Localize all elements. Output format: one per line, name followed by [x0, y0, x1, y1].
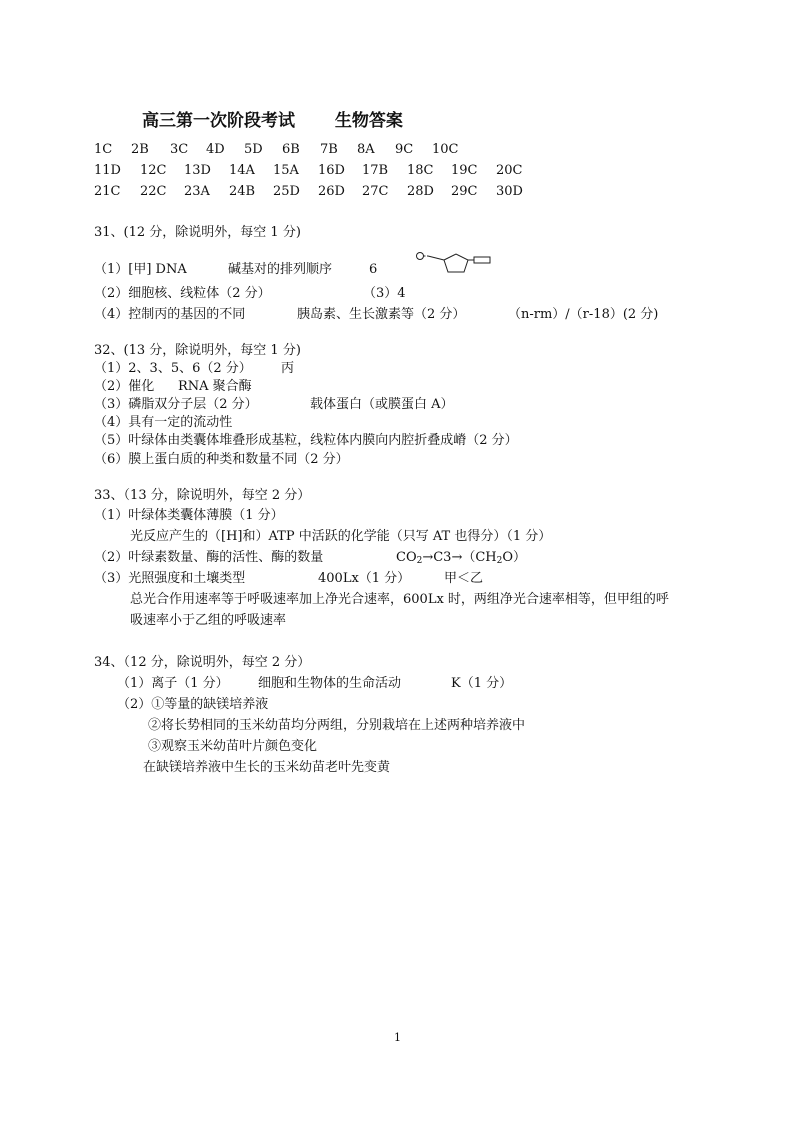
q31-line2-b: （3）4: [363, 286, 406, 301]
answer-cell: 7B: [320, 142, 338, 157]
q33-line1: （1）叶绿体类囊体薄膜（1 分）: [94, 508, 284, 523]
answer-cell: 6B: [282, 142, 300, 157]
q33-line6: 吸速率小于乙组的呼吸速率: [130, 613, 287, 628]
answer-cell: 2B: [131, 142, 149, 157]
q33-line4-b: 400Lx（1 分）: [318, 571, 411, 586]
q31-line3-c: （n-rm）/（r-18）(2 分): [508, 307, 659, 322]
answer-cell: 5D: [244, 142, 263, 157]
formula-co: CO: [396, 550, 417, 565]
answer-cell: 27C: [362, 184, 389, 199]
q31-line1-a: （1）[甲] DNA: [94, 262, 187, 277]
q34-line4: ③观察玉米幼苗叶片颜色变化: [148, 739, 318, 754]
answer-cell: 19C: [451, 163, 478, 178]
q34-line1-b: 细胞和生物体的生命活动: [258, 676, 402, 691]
answer-cell: 1C: [94, 142, 113, 157]
answer-cell: 28D: [407, 184, 434, 199]
q34-line3: ②将长势相同的玉米幼苗均分两组，分别栽培在上述两种培养液中: [148, 718, 526, 733]
answer-cell: 25D: [273, 184, 300, 199]
q32-line3-a: （3）磷脂双分子层（2 分）: [94, 397, 258, 412]
answer-cell: 30D: [496, 184, 523, 199]
q32-line2-a: （2）催化: [94, 379, 155, 394]
q31-line3-a: （4）控制丙的基因的不同: [94, 307, 246, 322]
q32-line4: （4）具有一定的流动性: [94, 415, 233, 430]
answer-cell: 4D: [206, 142, 225, 157]
answer-cell: 15A: [273, 163, 299, 178]
answer-cell: 18C: [407, 163, 434, 178]
q31-heading: 31、(12 分，除说明外，每空 1 分): [94, 225, 301, 240]
page-number: 1: [394, 1031, 401, 1044]
formula-mid: →C3→（CH: [422, 550, 497, 565]
q34-line1-c: K（1 分）: [451, 676, 513, 691]
answer-cell: 24B: [229, 184, 256, 199]
answer-cell: 16D: [318, 163, 345, 178]
q33-line2: 光反应产生的（[H]和）ATP 中活跃的化学能（只写 AT 也得分）（1 分）: [130, 529, 552, 544]
q33-line3-a: （2）叶绿素数量、酶的活性、酶的数量: [94, 550, 324, 565]
formula-sub: 2: [496, 556, 503, 566]
q33-line4-c: 甲＜乙: [444, 571, 484, 586]
answer-cell: 26D: [318, 184, 345, 199]
answer-cell: 12C: [140, 163, 167, 178]
q31-line1-c: 6: [369, 262, 378, 277]
q31-line2-a: （2）细胞核、线粒体（2 分）: [94, 286, 271, 301]
answer-cell: 13D: [184, 163, 211, 178]
q34-line1-a: （1）离子（1 分）: [117, 676, 229, 691]
answer-cell: 20C: [496, 163, 523, 178]
title-main: 高三第一次阶段考试: [142, 111, 295, 131]
q31-line3-b: 胰岛素、生长激素等（2 分）: [297, 307, 466, 322]
q32-line6: （6）膜上蛋白质的种类和数量不同（2 分）: [94, 452, 349, 467]
q33-heading: 33、（13 分，除说明外，每空 2 分）: [94, 488, 311, 503]
q32-heading: 32、(13 分，除说明外，每空 1 分): [94, 343, 301, 358]
q32-line3-b: 载体蛋白（或膜蛋白 A）: [310, 397, 454, 412]
q34-line2: （2）①等量的缺镁培养液: [117, 697, 269, 712]
answer-cell: 22C: [140, 184, 167, 199]
answer-cell: 9C: [395, 142, 414, 157]
q33-line5: 总光合作用速率等于呼吸速率加上净光合速率，600Lx 时，两组净光合速率相等，但甲组的呼: [130, 592, 669, 607]
q32-line1-b: 丙: [281, 361, 295, 376]
answer-cell: 21C: [94, 184, 121, 199]
answer-cell: 11D: [94, 163, 121, 178]
title-subject: 生物答案: [334, 111, 403, 131]
answer-cell: 8A: [357, 142, 375, 157]
formula-sub: 2: [416, 556, 423, 566]
formula-end: O）: [502, 550, 527, 565]
q34-heading: 34、（12 分，除说明外，每空 2 分）: [94, 655, 311, 670]
answer-cell: 3C: [170, 142, 189, 157]
q32-line1-a: （1）2、3、5、6（2 分）: [94, 361, 252, 376]
nucleotide-structure-icon: [414, 250, 494, 276]
q33-line4-a: （3）光照强度和土壤类型: [94, 571, 246, 586]
answer-cell: 17B: [362, 163, 389, 178]
page-title: [142, 106, 403, 131]
q32-line5: （5）叶绿体由类囊体堆叠形成基粒，线粒体内膜向内腔折叠成嵴（2 分）: [94, 433, 518, 448]
answer-cell: 23A: [184, 184, 210, 199]
q34-line5: 在缺镁培养液中生长的玉米幼苗老叶先变黄: [143, 760, 391, 775]
q32-line2-b: RNA 聚合酶: [178, 379, 252, 394]
q33-line3-b: [396, 550, 526, 566]
q31-line1-b: 碱基对的排列顺序: [228, 262, 333, 277]
answer-cell: 29C: [451, 184, 478, 199]
answer-cell: 14A: [229, 163, 255, 178]
answer-cell: 10C: [432, 142, 459, 157]
